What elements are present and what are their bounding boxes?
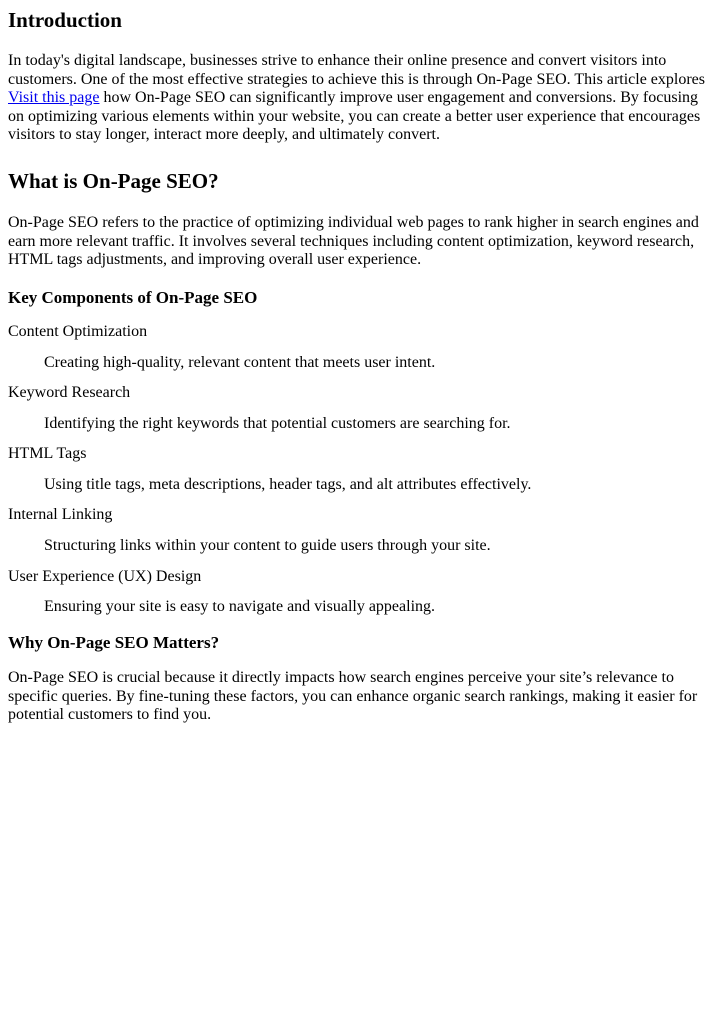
- what-is-heading: What is On-Page SEO?: [8, 168, 219, 193]
- intro-paragraph: [8, 52, 712, 145]
- intro-text-after-link: how On-Page SEO can significantly improve user engagement and conversions. By focusing on optimizing various elements within your website, you can create a better user experience that encourages visitors to stay longer, interact more deeply, and ultimately convert.: [8, 89, 701, 144]
- article: [0, 8, 720, 725]
- intro-text-before-link: In today's digital landscape, businesses strive to enhance their online presence and convert visitors into customers. One of the most effective strategies to achieve this is through On-Page SEO. This article explores: [8, 52, 706, 88]
- components-list: [8, 323, 712, 616]
- component-term-internal-linking: Internal Linking: [8, 506, 113, 524]
- component-term-content-optimization: Content Optimization: [8, 323, 148, 341]
- component-desc-keyword-research: Identifying the right keywords that potential customers are searching for.: [44, 414, 511, 432]
- components-heading: Key Components of On-Page SEO: [8, 287, 258, 307]
- component-term-keyword-research: Keyword Research: [8, 384, 131, 402]
- what-is-paragraph: On-Page SEO refers to the practice of optimizing individual web pages to rank higher in search engines and earn more relevant traffic. It involves several techniques including content optimization, keyword research, HTML tags adjustments, and improving overall user experience.: [8, 214, 699, 269]
- why-heading: Why On-Page SEO Matters?: [8, 632, 220, 652]
- component-term-html-tags: HTML Tags: [8, 445, 87, 463]
- visit-page-link[interactable]: Visit this page: [8, 89, 100, 107]
- component-desc-internal-linking: Structuring links within your content to guide users through your site.: [44, 536, 491, 554]
- component-desc-content-optimization: Creating high-quality, relevant content that meets user intent.: [44, 353, 436, 371]
- component-term-ux-design: User Experience (UX) Design: [8, 567, 202, 585]
- intro-heading: Introduction: [8, 8, 122, 32]
- component-desc-ux-design: Ensuring your site is easy to navigate and visually appealing.: [44, 598, 436, 616]
- component-desc-html-tags: Using title tags, meta descriptions, header tags, and alt attributes effectively.: [44, 475, 532, 493]
- why-paragraph: On-Page SEO is crucial because it directly impacts how search engines perceive your site’s relevance to specific queries. By fine-tuning these factors, you can enhance organic search rankings, making it easier for potential customers to find you.: [8, 669, 698, 724]
